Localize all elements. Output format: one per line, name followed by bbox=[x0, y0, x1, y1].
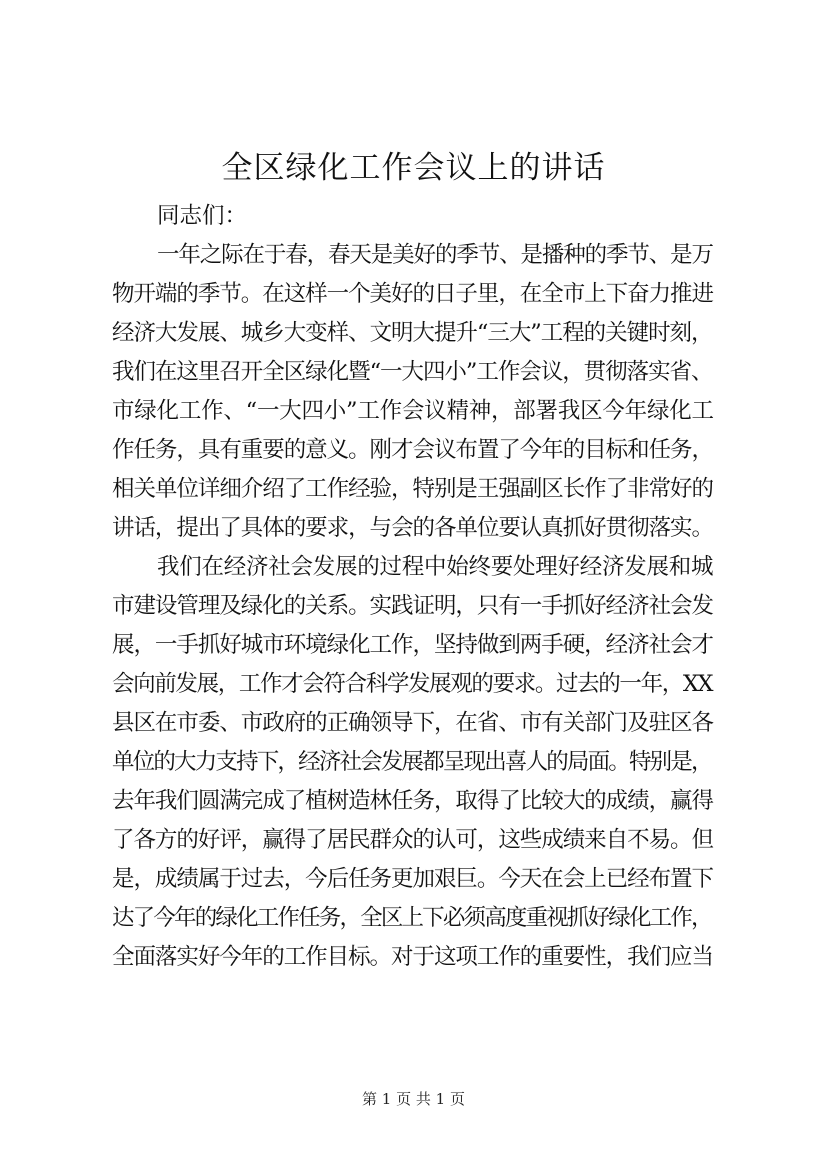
paragraph-line: 去年我们圆满完成了植树造林任务，取得了比较大的成绩，赢得 bbox=[112, 788, 713, 814]
document-title: 全区绿化工作会议上的讲话 bbox=[221, 150, 606, 186]
paragraph-line: 市建设管理及绿化的关系。实践证明，只有一手抓好经济社会发 bbox=[112, 593, 713, 619]
paragraph-line: 会向前发展，工作才会符合科学发展观的要求。过去的一年，XX bbox=[112, 671, 713, 697]
paragraph-line: 了各方的好评，赢得了居民群众的认可，这些成绩来自不易。但 bbox=[112, 827, 713, 853]
paragraph-line: 我们在这里召开全区绿化暨“一大四小”工作会议，贯彻落实省、 bbox=[112, 359, 713, 385]
salutation: 同志们： bbox=[157, 203, 248, 229]
paragraph-line: 市绿化工作、“一大四小”工作会议精神，部署我区今年绿化工 bbox=[112, 398, 714, 424]
paragraph-line: 物开端的季节。在这样一个美好的日子里，在全市上下奋力推进 bbox=[112, 281, 713, 307]
page-number-footer: 第 1 页 共 1 页 bbox=[362, 1090, 465, 1108]
paragraph-line: 达了今年的绿化工作任务，全区上下必须高度重视抓好绿化工作， bbox=[112, 905, 712, 931]
paragraph-line: 作任务，具有重要的意义。刚才会议布置了今年的目标和任务， bbox=[112, 437, 713, 463]
paragraph-line: 单位的大力支持下，经济社会发展都呈现出喜人的局面。特别是， bbox=[112, 749, 712, 775]
paragraph-line: 县区在市委、市政府的正确领导下，在省、市有关部门及驻区各 bbox=[112, 710, 713, 736]
paragraph-line: 一年之际在于春，春天是美好的季节、是播种的季节、是万 bbox=[157, 242, 713, 268]
paragraph-line: 我们在经济社会发展的过程中始终要处理好经济发展和城 bbox=[157, 554, 714, 580]
paragraph-line: 全面落实好今年的工作目标。对于这项工作的重要性，我们应当 bbox=[112, 944, 713, 970]
paragraph-line: 是，成绩属于过去，今后任务更加艰巨。今天在会上已经布置下 bbox=[112, 866, 713, 892]
paragraph-line: 相关单位详细介绍了工作经验，特别是王强副区长作了非常好的 bbox=[112, 476, 713, 502]
paragraph-line: 讲话，提出了具体的要求，与会的各单位要认真抓好贯彻落实。 bbox=[112, 515, 713, 541]
paragraph-line: 展，一手抓好城市环境绿化工作，坚持做到两手硬，经济社会才 bbox=[112, 632, 713, 658]
paragraph-line: 经济大发展、城乡大变样、文明大提升“三大”工程的关键时刻， bbox=[112, 320, 713, 346]
